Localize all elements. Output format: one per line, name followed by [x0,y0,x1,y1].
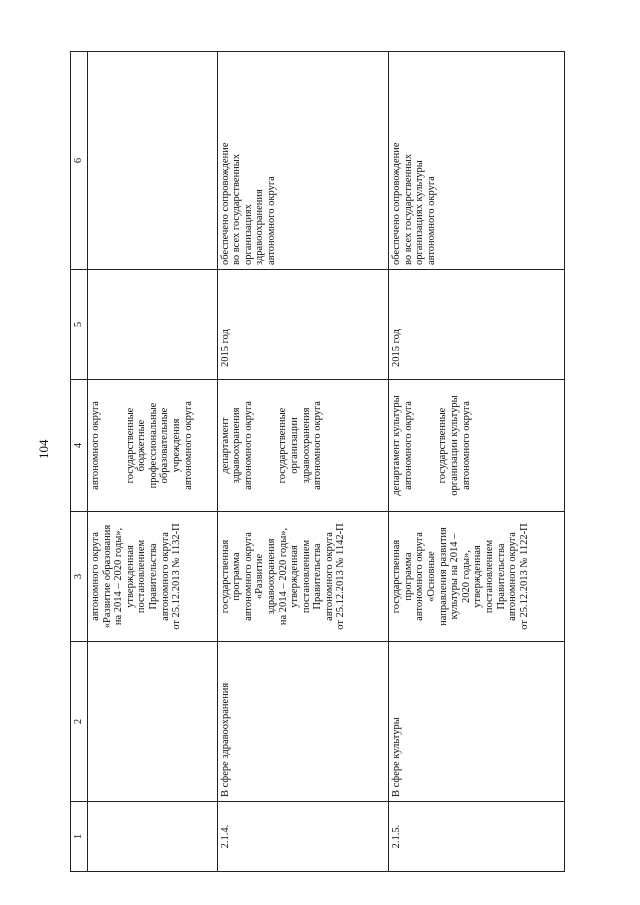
program-line: Правительства [147,543,159,610]
program-line: утвержденная [124,545,136,608]
program-line: «Развитие [254,553,266,600]
program-line: «Основные [426,551,438,602]
executor-line: здравоохранения [231,407,243,484]
executor-gap [254,384,277,507]
program-line: автономного округа [90,532,101,621]
program-line: Правительства [312,543,324,610]
executor-line: департамент культуры [391,395,403,496]
executor-line: государственные [277,407,289,484]
executor-line: учреждения [170,418,182,473]
program-line: постановлением [484,539,495,614]
program-line: от 25.12.2013 № 1132-П [171,523,183,630]
cell-term: 2015 год [217,270,389,380]
program-line: автономного округа [507,532,519,621]
cell-executor [217,380,389,512]
executor-line: государственные [437,407,449,484]
program-line: от 25.12.2013 № 1122-П [518,523,530,630]
program-line: программа [231,552,243,601]
executor-gap [414,384,437,507]
col-header-5: 5 [71,270,88,380]
executor-line: организации [288,417,300,474]
executor-line: государственные [124,407,136,484]
cell-sphere: В сфере здравоохранения [217,642,389,802]
cell-program [88,512,218,642]
result-line: обеспечено сопровождение [391,142,403,265]
program-line: здравоохранения [265,538,277,615]
header-row [71,52,88,872]
result-line: во всех государственных [402,153,414,265]
cell-executor [88,380,218,512]
program-line: государственная [219,539,231,614]
rotated-page [70,52,565,872]
page-number: 104 [36,439,51,459]
program-line: постановлением [136,539,148,614]
cell-result [88,52,218,270]
program-line: «Развитие образования [101,524,113,629]
executor-line: автономного округа [182,401,194,490]
table-row [88,52,218,872]
result-line: организациях [242,204,254,265]
result-line: во всех государственных [231,153,243,265]
cell-program [217,512,389,642]
result-line: здравоохранения [254,189,266,265]
cell-number [88,802,218,872]
cell-executor [389,380,565,512]
program-line: 2020 годы», [460,550,472,603]
executor-line: образовательные [159,407,171,484]
executor-line: организации культуры [449,395,461,496]
cell-term: 2015 год [389,270,565,380]
measures-table [70,51,565,872]
program-line: культуры на 2014 – [449,533,461,620]
program-line: от 25.12.2013 № 1142-П [335,523,347,630]
program-line: направления развития [437,527,449,626]
col-header-2: 2 [71,642,88,802]
col-header-1: 1 [71,802,88,872]
executor-gap [102,384,125,507]
executor-line: профессиональные [147,402,159,489]
result-line: автономного округа [426,176,438,265]
result-line: обеспечено сопровождение [219,142,231,265]
executor-line: автономного округа [402,401,414,490]
program-line: на 2014 – 2020 годы», [113,527,125,626]
col-header-6: 6 [71,52,88,270]
result-line: организациях культуры [414,160,426,265]
executor-line: автономного округа [460,401,472,490]
program-line: программа [402,552,414,601]
cell-program [389,512,565,642]
cell-result [217,52,389,270]
program-line: автономного округа [159,532,171,621]
program-line: государственная [391,539,403,614]
program-line: автономного округа [242,532,254,621]
col-header-4: 4 [71,380,88,512]
executor-line: здравоохранения [300,407,312,484]
cell-result [389,52,565,270]
cell-sphere [88,642,218,802]
table-row [217,52,389,872]
table-row [389,52,565,872]
cell-term [88,270,218,380]
cell-number: 2.1.5. [389,802,565,872]
program-line: на 2014 – 2020 годы», [277,527,289,626]
program-line: автономного округа [414,532,426,621]
program-line: Правительства [495,543,507,610]
executor-line: департамент [219,417,231,474]
program-line: утвержденная [472,545,484,608]
result-line: автономного округа [265,176,277,265]
executor-line: бюджетные [136,419,148,472]
col-header-3: 3 [71,512,88,642]
cell-number: 2.1.4. [217,802,389,872]
executor-line: автономного округа [242,401,254,490]
executor-line: автономного округа [90,401,101,490]
program-line: автономного округа [323,532,335,621]
cell-sphere: В сфере культуры [389,642,565,802]
program-line: постановлением [300,539,312,614]
program-line: утвержденная [289,545,301,608]
executor-line: автономного округа [312,401,324,490]
